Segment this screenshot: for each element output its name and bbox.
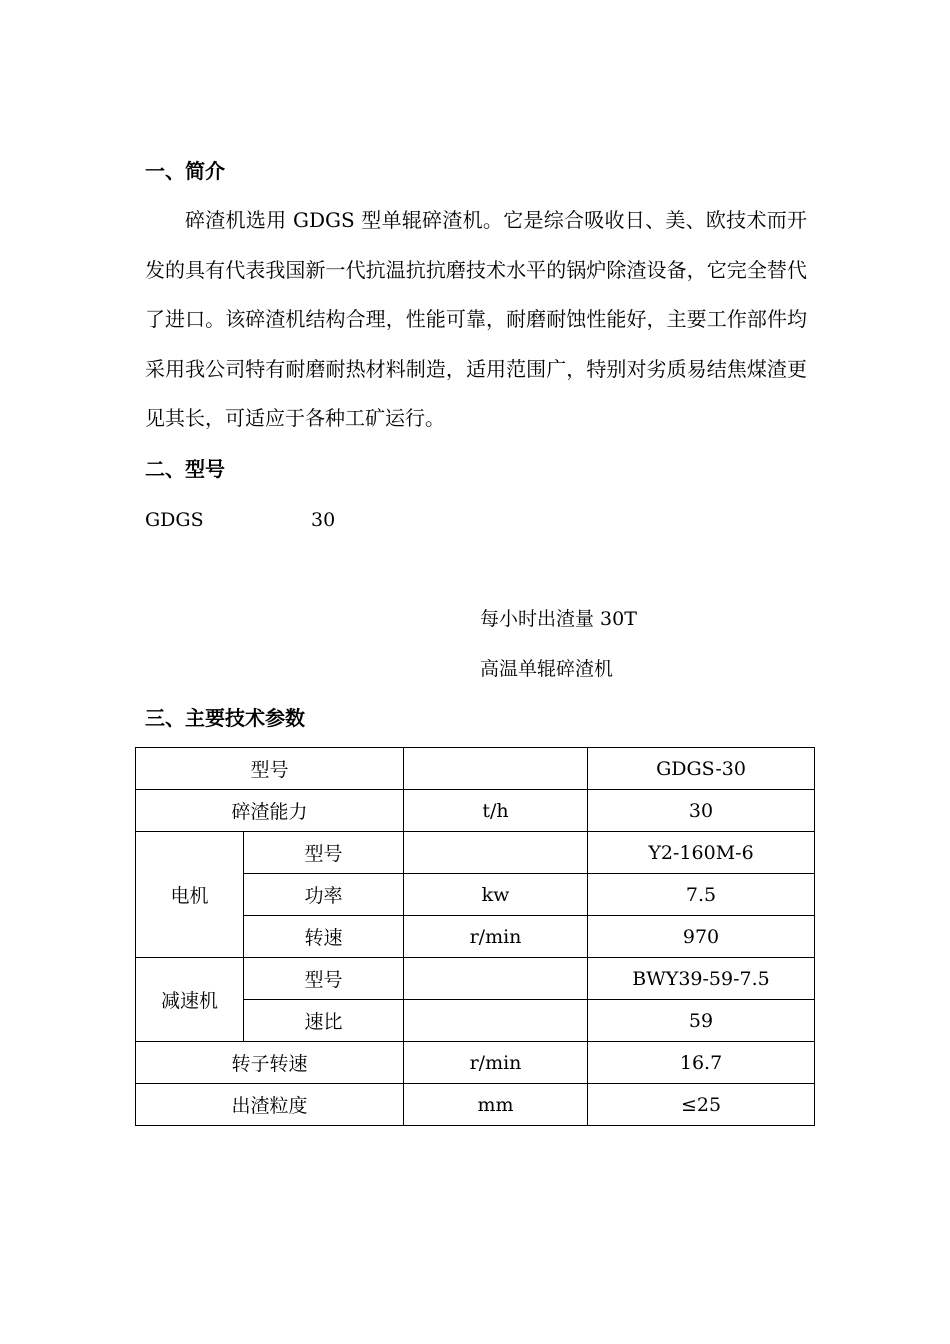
spec-sublabel: 转速 xyxy=(244,916,404,958)
spec-value: 970 xyxy=(588,916,815,958)
table-row xyxy=(136,748,815,790)
spec-sublabel: 速比 xyxy=(244,1000,404,1042)
spec-unit: mm xyxy=(404,1084,588,1126)
spec-group-label: 电机 xyxy=(136,832,244,958)
spec-sublabel: 功率 xyxy=(244,874,404,916)
spec-unit: r/min xyxy=(404,916,588,958)
spec-value: BWY39-59-7.5 xyxy=(588,958,815,1000)
section-heading-model: 二、型号 xyxy=(145,457,225,481)
spec-unit xyxy=(404,832,588,874)
spec-sublabel: 型号 xyxy=(244,832,404,874)
spec-label: 碎渣能力 xyxy=(136,790,404,832)
spec-label: 出渣粒度 xyxy=(136,1084,404,1126)
spec-sublabel: 型号 xyxy=(244,958,404,1000)
spec-value: 16.7 xyxy=(588,1042,815,1084)
spec-unit xyxy=(404,958,588,1000)
spec-value: 7.5 xyxy=(588,874,815,916)
spec-unit: kw xyxy=(404,874,588,916)
section-heading-specs: 三、主要技术参数 xyxy=(145,706,305,730)
spec-unit xyxy=(404,1000,588,1042)
spec-value: GDGS-30 xyxy=(588,748,815,790)
spec-value: Y2-160M-6 xyxy=(588,832,815,874)
table-row xyxy=(136,958,815,1000)
spec-value: ≤25 xyxy=(588,1084,815,1126)
spec-value: 30 xyxy=(588,790,815,832)
model-prefix: GDGS xyxy=(145,509,204,531)
spec-table xyxy=(135,747,815,1126)
spec-group-label: 减速机 xyxy=(136,958,244,1042)
table-row xyxy=(136,1084,815,1126)
intro-paragraph: 碎渣机选用 GDGS 型单辊碎渣机。它是综合吸收日、美、欧技术而开发的具有代表我国新一代抗温抗抗磨技术水平的锅炉除渣设备，它完全替代了进口。该碎渣机结构合理，性能可靠，耐磨耐蚀性能好，主要工作部件均采用我公司特有耐磨耐热材料制造，适用范围广，特别对劣质易结焦煤渣更见其长，可适应于各种工矿运行。 xyxy=(145,208,807,430)
table-row xyxy=(136,1042,815,1084)
spec-unit: r/min xyxy=(404,1042,588,1084)
spec-value: 59 xyxy=(588,1000,815,1042)
table-row xyxy=(136,790,815,832)
spec-unit: t/h xyxy=(404,790,588,832)
section-heading-intro: 一、简介 xyxy=(145,159,225,183)
spec-label: 转子转速 xyxy=(136,1042,404,1084)
spec-label: 型号 xyxy=(136,748,404,790)
spec-unit xyxy=(404,748,588,790)
model-number: 30 xyxy=(311,509,336,531)
table-row xyxy=(136,832,815,874)
model-note-capacity: 每小时出渣量 30T xyxy=(480,608,637,630)
model-note-type: 高温单辊碎渣机 xyxy=(480,658,614,680)
